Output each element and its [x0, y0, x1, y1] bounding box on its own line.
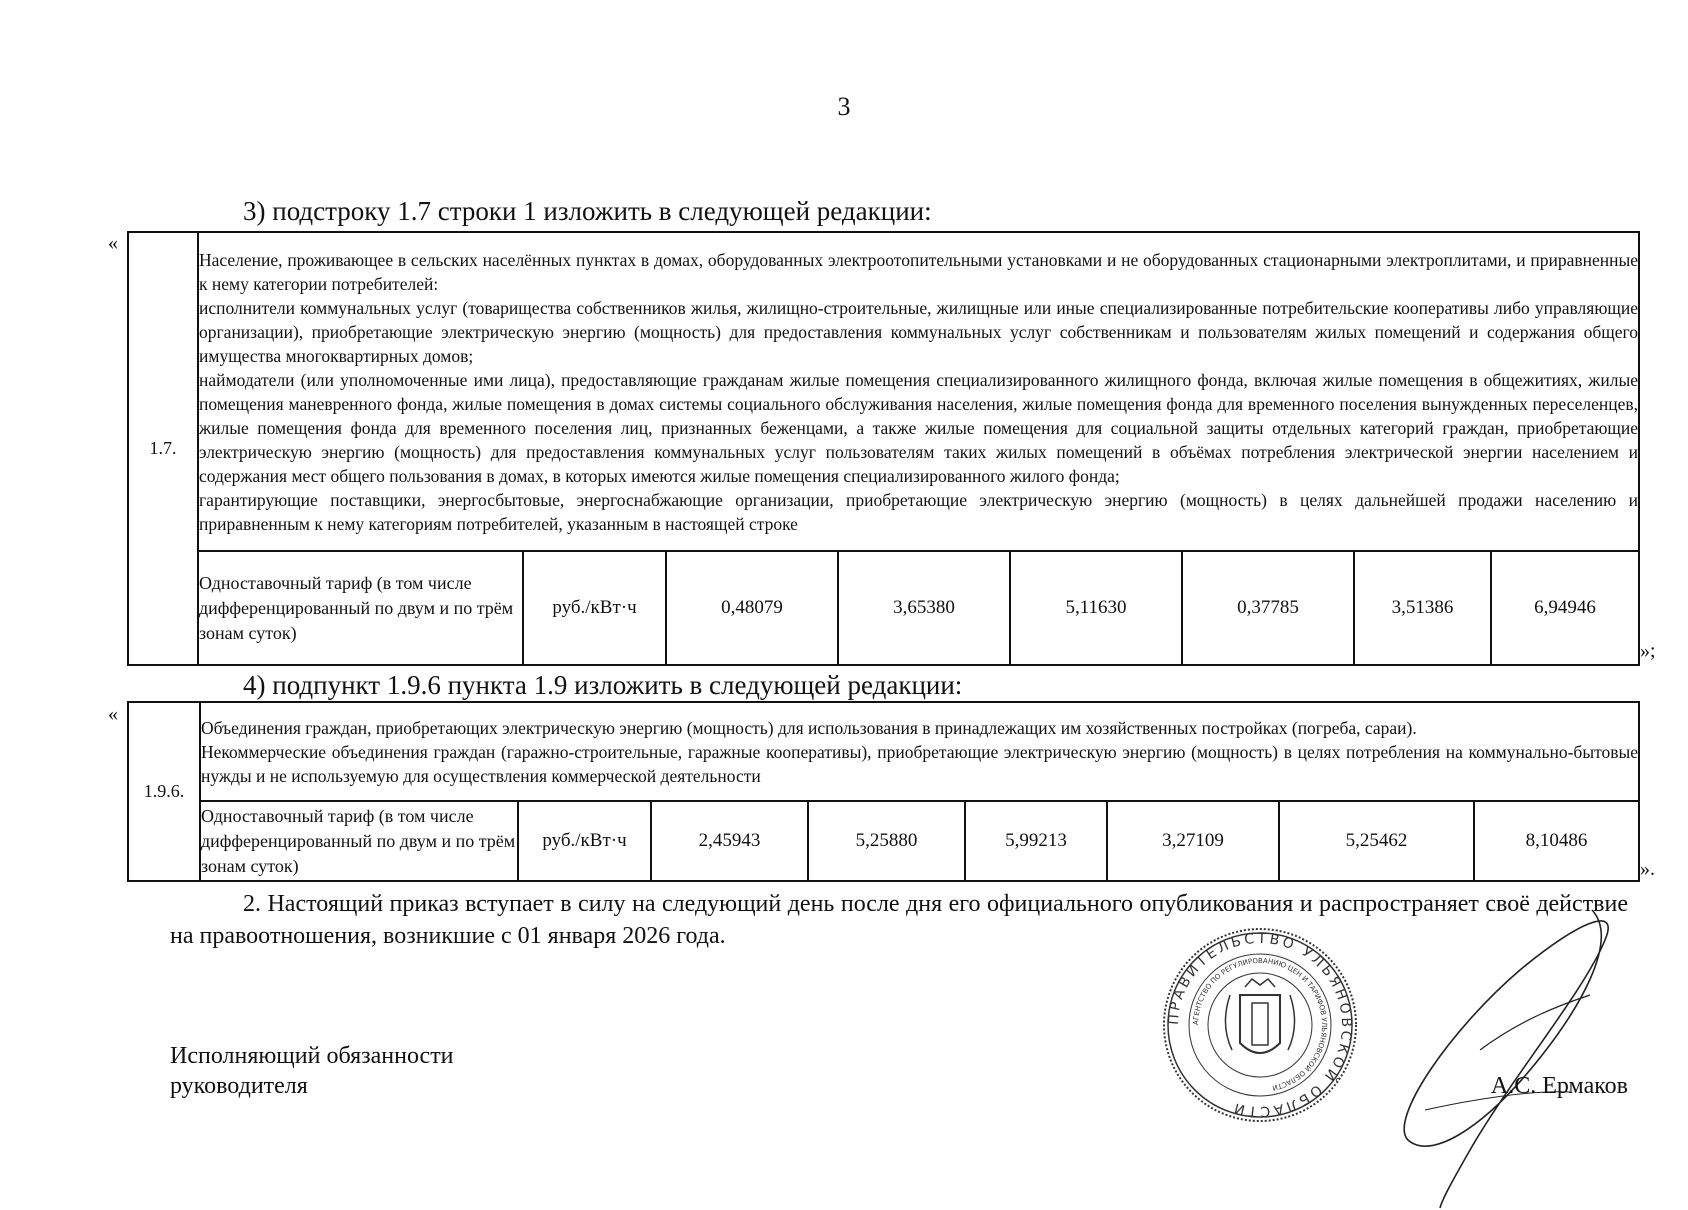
section-4-open-quote: « [108, 703, 118, 725]
tariff-value: 8,10486 [1474, 801, 1639, 881]
section-3-open-quote: « [108, 232, 118, 254]
row-number: 1.7. [128, 232, 198, 665]
tariff-value: 5,25880 [808, 801, 965, 881]
seal-outer-text: ПРАВИТЕЛЬСТВО УЛЬЯНОВСКОЙ ОБЛАСТИ [1165, 930, 1355, 1120]
description-paragraph: Объединения граждан, приобретающих электрическую энергию (мощность) для использования в принадлежащих им хозяйственных постройках (погреба, сараи). [201, 717, 1417, 738]
description-paragraph: Некоммерческие объединения граждан (гаражно-строительные, гаражные кооперативы), приобретающие электрическую энергию (мощность) в целях потребления на коммунально-бытовые нужды и не используемую для осуществления коммерческой деятельности [201, 741, 1639, 786]
section-3-heading: 3) подстроку 1.7 строки 1 изложить в следующей редакции: [243, 196, 932, 226]
unit-cell: руб./кВт·ч [523, 551, 666, 665]
seal-inner-text: АГЕНТСТВО ПО РЕГУЛИРОВАНИЮ ЦЕН И ТАРИФОВ УЛЬЯНОВСКОЙ ОБЛАСТИ [1191, 956, 1329, 1092]
tariff-label: Одноставочный тариф (в том числе дифференцированный по двум и по трём зонам суток) [200, 801, 518, 881]
tariff-value: 5,25462 [1279, 801, 1474, 881]
tariff-label: Одноставочный тариф (в том числе дифференцированный по двум и по трём зонам суток) [198, 551, 523, 665]
tariff-value: 0,37785 [1182, 551, 1354, 665]
tariff-table-1-7 [127, 231, 1640, 666]
tariff-value: 3,65380 [838, 551, 1010, 665]
signer-title-line: Исполняющий обязанности [170, 1043, 454, 1069]
paragraph-2: 2. Настоящий приказ вступает в силу на следующий день после дня его официального опубликования и распространяет своё действие на правоотношения, возникшие с 01 января 2026 года. [170, 891, 1628, 949]
row-description [200, 702, 1639, 801]
description-paragraph: Население, проживающее в сельских населённых пунктах в домах, оборудованных электроотопительными установками и не оборудованных стационарными электроплитами, и приравненные к нему категории потребителей: [199, 249, 1639, 294]
tariff-value: 0,48079 [666, 551, 838, 665]
tariff-table-1-9-6 [127, 701, 1640, 882]
tariff-value: 2,45943 [651, 801, 808, 881]
section-4-close-quote: ». [1640, 858, 1655, 880]
tariff-value: 5,11630 [1010, 551, 1182, 665]
section-4-heading: 4) подпункт 1.9.6 пункта 1.9 изложить в следующей редакции: [243, 670, 963, 700]
description-paragraph: наймодатели (или уполномоченные ими лица), предоставляющие гражданам жилые помещения специализированного жилищного фонда, включая жилые помещения в общежитиях, жилые помещения маневренного фонда, жилые помещения в домах системы социального обслуживания населения, жилые помещения фонда для временного поселения вынужденных переселенцев, жилые помещения фонда для временного поселения лиц, признанных беженцами, а также жилые помещения для социальной защиты отдельных категорий граждан, приобретающие электрическую энергию (мощность) для предоставления коммунальных услуг пользователям таких жилых помещений в объёмах потребления электрической энергии населением и содержания мест общего пользования в домах, в которых имеются жилые помещения специализированного жилого фонда; [199, 369, 1639, 486]
svg-text:АГЕНТСТВО ПО РЕГУЛИРОВАНИЮ ЦЕН [1192, 957, 1328, 1092]
signer-title [170, 1041, 454, 1101]
handwritten-signature [1330, 900, 1630, 1210]
description-paragraph: исполнители коммунальных услуг (товарищества собственников жилья, жилищно-строительные, жилищные или иные специализированные потребительские кооперативы либо управляющие организации), приобретающие электрическую энергию (мощность) для предоставления коммунальных услуг собственникам и пользователям жилых помещений и содержания общего имущества многоквартирных домов; [199, 297, 1639, 366]
unit-cell: руб./кВт·ч [518, 801, 651, 881]
signer-title-line: руководителя [170, 1073, 308, 1099]
tariff-value: 5,99213 [965, 801, 1107, 881]
signer-name: А.С. Ермаков [1490, 1073, 1628, 1099]
section-3-close-quote: »; [1640, 640, 1656, 662]
tariff-value: 3,51386 [1354, 551, 1491, 665]
description-paragraph: гарантирующие поставщики, энергосбытовые, энергоснабжающие организации, приобретающие электрическую энергию (мощность) в целях дальнейшей продажи населению и приравненным к нему категориям потребителей, указанным в настоящей строке [199, 489, 1639, 534]
tariff-value: 3,27109 [1107, 801, 1279, 881]
page-number: 3 [837, 92, 851, 121]
row-description [198, 232, 1639, 551]
row-number: 1.9.6. [128, 702, 200, 881]
tariff-value: 6,94946 [1491, 551, 1639, 665]
